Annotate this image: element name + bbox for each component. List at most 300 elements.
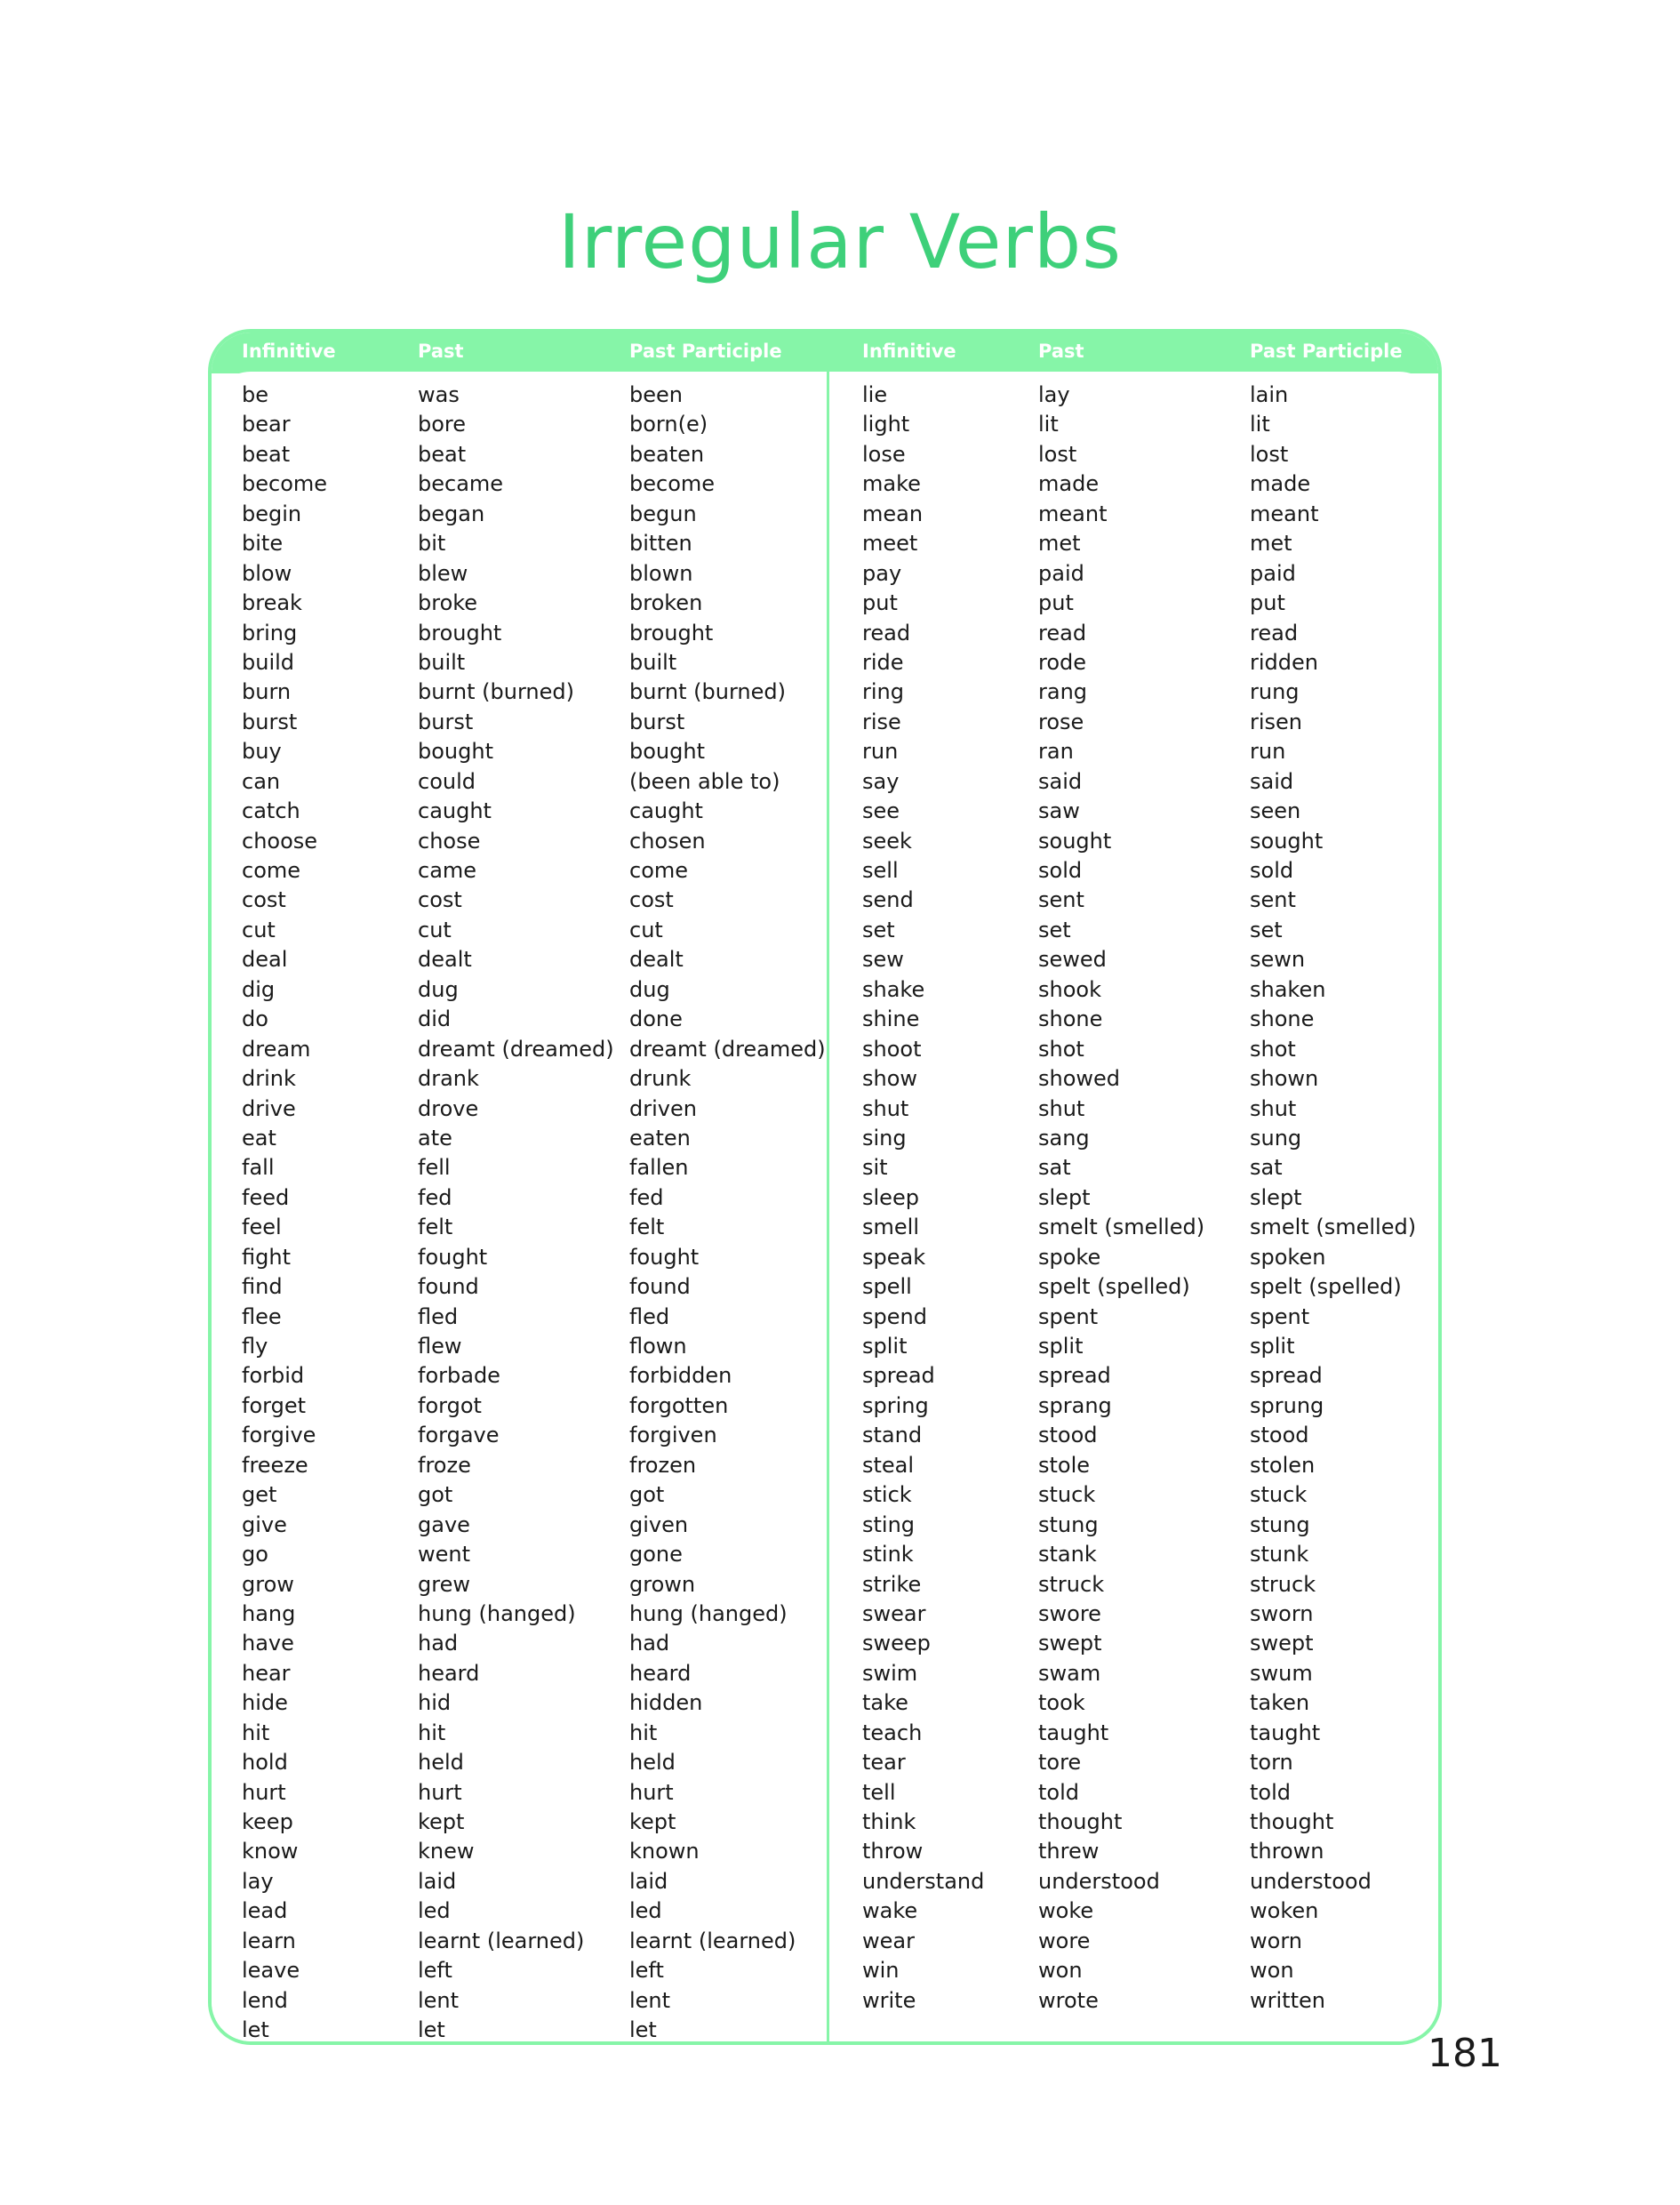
infinitive-cell: dig	[242, 976, 276, 1002]
past-participle-cell: done	[629, 1006, 683, 1032]
infinitive-cell: cost	[242, 887, 286, 913]
infinitive-cell: hurt	[242, 1779, 286, 1805]
infinitive-cell: shut	[862, 1095, 909, 1121]
past-cell: hung (hanged)	[418, 1600, 576, 1626]
infinitive-cell: feed	[242, 1184, 290, 1210]
past-participle-cell: put	[1250, 590, 1285, 616]
infinitive-cell: fight	[242, 1244, 291, 1270]
verb-table	[208, 329, 1442, 2045]
infinitive-cell: dream	[242, 1036, 311, 1062]
past-participle-cell: led	[629, 1898, 662, 1924]
infinitive-cell: shake	[862, 976, 925, 1002]
past-participle-cell: thrown	[1250, 1839, 1324, 1864]
past-participle-cell: hidden	[629, 1690, 703, 1716]
past-cell: hit	[418, 1720, 446, 1745]
infinitive-cell: sing	[862, 1125, 907, 1151]
past-cell: threw	[1038, 1839, 1100, 1864]
past-cell: lost	[1038, 441, 1077, 467]
past-participle-cell: risen	[1250, 709, 1303, 734]
past-cell: struck	[1038, 1571, 1105, 1597]
infinitive-cell: drive	[242, 1095, 296, 1121]
past-cell: could	[418, 768, 476, 794]
past-cell: stood	[1038, 1423, 1098, 1448]
past-cell: shook	[1038, 976, 1101, 1002]
past-participle-cell: said	[1250, 768, 1294, 794]
past-cell: fought	[418, 1244, 488, 1270]
infinitive-cell: hit	[242, 1720, 270, 1745]
past-cell: fell	[418, 1155, 451, 1181]
infinitive-cell: set	[862, 917, 895, 942]
past-cell: met	[1038, 531, 1081, 557]
past-participle-cell: lain	[1250, 382, 1289, 407]
past-participle-cell: had	[629, 1631, 670, 1656]
past-cell: hurt	[418, 1779, 462, 1805]
infinitive-cell: understand	[862, 1868, 985, 1894]
infinitive-cell: swear	[862, 1600, 926, 1626]
past-cell: dreamt (dreamed)	[418, 1036, 614, 1062]
past-cell: cut	[418, 917, 452, 942]
past-participle-cell: sung	[1250, 1125, 1302, 1151]
past-cell: cost	[418, 887, 462, 913]
past-participle-cell: thought	[1250, 1809, 1334, 1834]
past-participle-cell: hit	[629, 1720, 658, 1745]
past-participle-cell: split	[1250, 1334, 1295, 1359]
past-cell: won	[1038, 1958, 1083, 1984]
past-cell: smelt (smelled)	[1038, 1215, 1205, 1240]
infinitive-cell: build	[242, 649, 295, 675]
past-cell: grew	[418, 1571, 470, 1597]
past-participle-cell: stuck	[1250, 1482, 1308, 1508]
past-participle-cell: built	[629, 649, 677, 675]
past-cell: sold	[1038, 858, 1083, 883]
infinitive-cell: have	[242, 1631, 294, 1656]
past-participle-cell: heard	[629, 1660, 692, 1686]
past-cell: thought	[1038, 1809, 1123, 1834]
past-cell: woke	[1038, 1898, 1094, 1924]
past-cell: set	[1038, 917, 1071, 942]
past-cell: lay	[1038, 382, 1070, 407]
past-participle-cell: let	[629, 2017, 657, 2043]
past-participle-cell: sprung	[1250, 1392, 1324, 1418]
past-cell: held	[418, 1750, 464, 1776]
infinitive-cell: go	[242, 1542, 268, 1568]
infinitive-cell: feel	[242, 1215, 282, 1240]
infinitive-cell: shoot	[862, 1036, 922, 1062]
infinitive-cell: can	[242, 768, 281, 794]
past-participle-cell: met	[1250, 531, 1292, 557]
infinitive-cell: fall	[242, 1155, 275, 1181]
infinitive-cell: lend	[242, 1987, 288, 2013]
past-participle-cell: fallen	[629, 1155, 689, 1181]
infinitive-cell: send	[862, 887, 914, 913]
infinitive-cell: swim	[862, 1660, 918, 1686]
infinitive-cell: come	[242, 858, 301, 883]
past-cell: kept	[418, 1809, 465, 1834]
infinitive-cell: smell	[862, 1215, 919, 1240]
past-cell: forgot	[418, 1392, 482, 1418]
past-cell: left	[418, 1958, 452, 1984]
past-cell: shot	[1038, 1036, 1084, 1062]
past-participle-cell: drunk	[629, 1066, 692, 1092]
past-participle-cell: taught	[1250, 1720, 1321, 1745]
past-cell: knew	[418, 1839, 475, 1864]
infinitive-cell: mean	[862, 501, 924, 526]
past-cell: sang	[1038, 1125, 1090, 1151]
infinitive-cell: shine	[862, 1006, 920, 1032]
header-past-left: Past	[418, 341, 464, 362]
past-cell: saw	[1038, 798, 1080, 824]
past-participle-cell: given	[629, 1511, 689, 1537]
infinitive-cell: read	[862, 620, 911, 645]
past-cell: shut	[1038, 1095, 1085, 1121]
past-participle-cell: brought	[629, 620, 714, 645]
past-participle-cell: written	[1250, 1987, 1325, 2013]
past-cell: drove	[418, 1095, 479, 1121]
infinitive-cell: do	[242, 1006, 268, 1032]
past-participle-cell: left	[629, 1958, 664, 1984]
infinitive-cell: put	[862, 590, 898, 616]
past-cell: blew	[418, 560, 468, 586]
past-cell: rose	[1038, 709, 1084, 734]
infinitive-cell: teach	[862, 1720, 923, 1745]
infinitive-cell: spell	[862, 1274, 912, 1300]
past-cell: did	[418, 1006, 452, 1032]
past-cell: bought	[418, 739, 493, 765]
past-cell: stuck	[1038, 1482, 1096, 1508]
past-cell: forgave	[418, 1423, 500, 1448]
past-participle-cell: hung (hanged)	[629, 1600, 788, 1626]
infinitive-cell: spring	[862, 1392, 929, 1418]
infinitive-cell: light	[862, 412, 910, 437]
past-cell: meant	[1038, 501, 1108, 526]
past-participle-cell: taken	[1250, 1690, 1310, 1716]
infinitive-cell: sew	[862, 947, 904, 973]
past-participle-cell: ridden	[1250, 649, 1318, 675]
past-cell: sat	[1038, 1155, 1071, 1181]
past-cell: became	[418, 471, 504, 497]
past-participle-cell: laid	[629, 1868, 668, 1894]
past-participle-cell: shone	[1250, 1006, 1315, 1032]
infinitive-cell: sit	[862, 1155, 888, 1181]
past-cell: split	[1038, 1334, 1084, 1359]
past-cell: fed	[418, 1184, 452, 1210]
header-infinitive-left: Infinitive	[242, 341, 336, 362]
infinitive-cell: keep	[242, 1809, 293, 1834]
past-participle-cell: paid	[1250, 560, 1296, 586]
past-cell: made	[1038, 471, 1100, 497]
infinitive-cell: choose	[242, 828, 318, 854]
past-participle-cell: lent	[629, 1987, 671, 2013]
table-header-bar	[212, 333, 1438, 373]
infinitive-cell: bear	[242, 412, 291, 437]
past-cell: spelt (spelled)	[1038, 1274, 1190, 1300]
past-participle-cell: stunk	[1250, 1542, 1309, 1568]
past-cell: froze	[418, 1452, 471, 1478]
infinitive-cell: find	[242, 1274, 283, 1300]
past-participle-cell: come	[629, 858, 689, 883]
infinitive-cell: become	[242, 471, 328, 497]
past-cell: went	[418, 1542, 471, 1568]
past-participle-cell: kept	[629, 1809, 676, 1834]
past-participle-cell: cost	[629, 887, 674, 913]
past-participle-cell: spelt (spelled)	[1250, 1274, 1402, 1300]
past-cell: hid	[418, 1690, 452, 1716]
past-participle-cell: flown	[629, 1334, 687, 1359]
past-cell: spoke	[1038, 1244, 1101, 1270]
past-participle-cell: caught	[629, 798, 703, 824]
past-participle-cell: seen	[1250, 798, 1301, 824]
past-cell: was	[418, 382, 460, 407]
past-cell: read	[1038, 620, 1087, 645]
infinitive-cell: speak	[862, 1244, 926, 1270]
past-participle-cell: (been able to)	[629, 768, 780, 794]
past-participle-cell: read	[1250, 620, 1299, 645]
past-participle-cell: found	[629, 1274, 691, 1300]
infinitive-cell: catch	[242, 798, 300, 824]
past-cell: lit	[1038, 412, 1059, 437]
infinitive-cell: rise	[862, 709, 901, 734]
past-participle-cell: sat	[1250, 1155, 1283, 1181]
past-cell: found	[418, 1274, 479, 1300]
past-cell: sought	[1038, 828, 1112, 854]
infinitive-cell: know	[242, 1839, 299, 1864]
past-cell: fled	[418, 1303, 459, 1329]
infinitive-cell: strike	[862, 1571, 922, 1597]
past-participle-cell: frozen	[629, 1452, 697, 1478]
infinitive-cell: drink	[242, 1066, 296, 1092]
infinitive-cell: hide	[242, 1690, 288, 1716]
past-cell: stole	[1038, 1452, 1091, 1478]
infinitive-cell: write	[862, 1987, 916, 2013]
header-past-right: Past	[1038, 341, 1084, 362]
infinitive-cell: lay	[242, 1868, 274, 1894]
past-participle-cell: dealt	[629, 947, 684, 973]
past-cell: felt	[418, 1215, 453, 1240]
past-participle-cell: understood	[1250, 1868, 1372, 1894]
past-cell: learnt (learned)	[418, 1928, 585, 1953]
infinitive-cell: hear	[242, 1660, 291, 1686]
infinitive-cell: think	[862, 1809, 916, 1834]
infinitive-cell: steal	[862, 1452, 915, 1478]
past-cell: sprang	[1038, 1392, 1112, 1418]
page-title: Irregular Verbs	[557, 198, 1123, 285]
infinitive-cell: throw	[862, 1839, 924, 1864]
past-cell: heard	[418, 1660, 480, 1686]
past-participle-cell: fed	[629, 1184, 664, 1210]
infinitive-cell: see	[862, 798, 900, 824]
infinitive-cell: split	[862, 1334, 908, 1359]
past-participle-cell: shut	[1250, 1095, 1297, 1121]
infinitive-cell: cut	[242, 917, 276, 942]
infinitive-cell: wear	[862, 1928, 915, 1953]
past-cell: chose	[418, 828, 481, 854]
infinitive-cell: stick	[862, 1482, 912, 1508]
past-participle-cell: got	[629, 1482, 665, 1508]
past-participle-cell: torn	[1250, 1750, 1293, 1776]
infinitive-cell: freeze	[242, 1452, 308, 1478]
past-cell: forbade	[418, 1363, 500, 1389]
past-participle-cell: sworn	[1250, 1600, 1314, 1626]
past-participle-cell: become	[629, 471, 716, 497]
infinitive-cell: get	[242, 1482, 277, 1508]
infinitive-cell: beat	[242, 441, 291, 467]
past-participle-cell: sought	[1250, 828, 1324, 854]
past-participle-cell: won	[1250, 1958, 1294, 1984]
past-cell: swore	[1038, 1600, 1101, 1626]
infinitive-cell: pay	[862, 560, 902, 586]
past-cell: wore	[1038, 1928, 1091, 1953]
past-participle-cell: shot	[1250, 1036, 1296, 1062]
infinitive-cell: sting	[862, 1511, 916, 1537]
infinitive-cell: hang	[242, 1600, 296, 1626]
infinitive-cell: forbid	[242, 1363, 305, 1389]
past-participle-cell: set	[1250, 917, 1283, 942]
past-participle-cell: lit	[1250, 412, 1270, 437]
past-cell: swam	[1038, 1660, 1101, 1686]
past-cell: caught	[418, 798, 492, 824]
column-divider	[827, 333, 829, 2041]
past-participle-cell: broken	[629, 590, 703, 616]
past-cell: drank	[418, 1066, 479, 1092]
past-cell: lent	[418, 1987, 460, 2013]
infinitive-cell: meet	[862, 531, 918, 557]
infinitive-cell: burst	[242, 709, 298, 734]
past-participle-cell: been	[629, 382, 683, 407]
infinitive-cell: run	[862, 739, 899, 765]
past-participle-cell: spoken	[1250, 1244, 1326, 1270]
infinitive-cell: leave	[242, 1958, 300, 1984]
infinitive-cell: show	[862, 1066, 918, 1092]
infinitive-cell: bite	[242, 531, 284, 557]
past-participle-cell: burnt (burned)	[629, 679, 786, 705]
past-cell: ate	[418, 1125, 452, 1151]
infinitive-cell: spend	[862, 1303, 927, 1329]
past-participle-cell: rung	[1250, 679, 1300, 705]
past-participle-cell: begun	[629, 501, 697, 526]
infinitive-cell: hold	[242, 1750, 288, 1776]
past-participle-cell: sold	[1250, 858, 1294, 883]
past-cell: came	[418, 858, 477, 883]
past-participle-cell: spread	[1250, 1363, 1323, 1389]
past-participle-cell: slept	[1250, 1184, 1302, 1210]
past-participle-cell: spent	[1250, 1303, 1310, 1329]
past-participle-cell: forbidden	[629, 1363, 732, 1389]
past-participle-cell: fought	[629, 1244, 700, 1270]
past-participle-cell: born(e)	[629, 412, 708, 437]
past-participle-cell: dug	[629, 976, 670, 1002]
infinitive-cell: take	[862, 1690, 908, 1716]
infinitive-cell: sweep	[862, 1631, 931, 1656]
past-participle-cell: sewn	[1250, 947, 1306, 973]
past-participle-cell: smelt (smelled)	[1250, 1215, 1417, 1240]
infinitive-cell: seek	[862, 828, 912, 854]
past-cell: flew	[418, 1334, 462, 1359]
past-participle-cell: learnt (learned)	[629, 1928, 796, 1953]
past-participle-cell: made	[1250, 471, 1311, 497]
infinitive-cell: deal	[242, 947, 288, 973]
past-participle-cell: grown	[629, 1571, 696, 1597]
past-participle-cell: meant	[1250, 501, 1319, 526]
past-cell: rode	[1038, 649, 1087, 675]
infinitive-cell: forget	[242, 1392, 306, 1418]
infinitive-cell: stand	[862, 1423, 923, 1448]
infinitive-cell: wake	[862, 1898, 918, 1924]
header-past-participle-left: Past Participle	[629, 341, 782, 362]
past-participle-cell: hurt	[629, 1779, 674, 1805]
past-cell: laid	[418, 1868, 457, 1894]
past-cell: stank	[1038, 1542, 1097, 1568]
past-participle-cell: stung	[1250, 1511, 1310, 1537]
past-cell: spent	[1038, 1303, 1099, 1329]
past-participle-cell: known	[629, 1839, 700, 1864]
past-cell: led	[418, 1898, 451, 1924]
past-cell: swept	[1038, 1631, 1102, 1656]
past-cell: bore	[418, 412, 467, 437]
past-cell: wrote	[1038, 1987, 1099, 2013]
past-cell: rang	[1038, 679, 1088, 705]
infinitive-cell: win	[862, 1958, 900, 1984]
infinitive-cell: lead	[242, 1898, 288, 1924]
infinitive-cell: fly	[242, 1334, 268, 1359]
past-cell: let	[418, 2017, 445, 2043]
past-cell: put	[1038, 590, 1074, 616]
past-cell: had	[418, 1631, 459, 1656]
infinitive-cell: make	[862, 471, 921, 497]
past-cell: ran	[1038, 739, 1074, 765]
infinitive-cell: tear	[862, 1750, 906, 1776]
past-cell: told	[1038, 1779, 1079, 1805]
past-cell: bit	[418, 531, 446, 557]
past-participle-cell: swum	[1250, 1660, 1313, 1686]
past-cell: shone	[1038, 1006, 1103, 1032]
infinitive-cell: forgive	[242, 1423, 316, 1448]
past-participle-cell: beaten	[629, 441, 705, 467]
past-cell: burst	[418, 709, 474, 734]
past-cell: stung	[1038, 1511, 1099, 1537]
past-participle-cell: stolen	[1250, 1452, 1316, 1478]
infinitive-cell: blow	[242, 560, 292, 586]
past-cell: beat	[418, 441, 467, 467]
infinitive-cell: ride	[862, 649, 904, 675]
past-participle-cell: worn	[1250, 1928, 1302, 1953]
past-cell: tore	[1038, 1750, 1082, 1776]
past-cell: spread	[1038, 1363, 1111, 1389]
past-participle-cell: dreamt (dreamed)	[629, 1036, 826, 1062]
past-cell: dug	[418, 976, 459, 1002]
infinitive-cell: learn	[242, 1928, 296, 1953]
past-participle-cell: struck	[1250, 1571, 1316, 1597]
past-participle-cell: held	[629, 1750, 676, 1776]
infinitive-cell: sleep	[862, 1184, 919, 1210]
past-cell: took	[1038, 1690, 1085, 1716]
infinitive-cell: break	[242, 590, 302, 616]
past-cell: built	[418, 649, 466, 675]
infinitive-cell: begin	[242, 501, 302, 526]
past-cell: broke	[418, 590, 478, 616]
past-participle-cell: felt	[629, 1215, 665, 1240]
past-cell: said	[1038, 768, 1083, 794]
past-participle-cell: blown	[629, 560, 693, 586]
infinitive-cell: grow	[242, 1571, 294, 1597]
past-cell: sewed	[1038, 947, 1107, 973]
past-participle-cell: chosen	[629, 828, 706, 854]
infinitive-cell: eat	[242, 1125, 276, 1151]
infinitive-cell: give	[242, 1511, 287, 1537]
past-cell: slept	[1038, 1184, 1091, 1210]
infinitive-cell: ring	[862, 679, 904, 705]
past-participle-cell: told	[1250, 1779, 1291, 1805]
infinitive-cell: tell	[862, 1779, 896, 1805]
